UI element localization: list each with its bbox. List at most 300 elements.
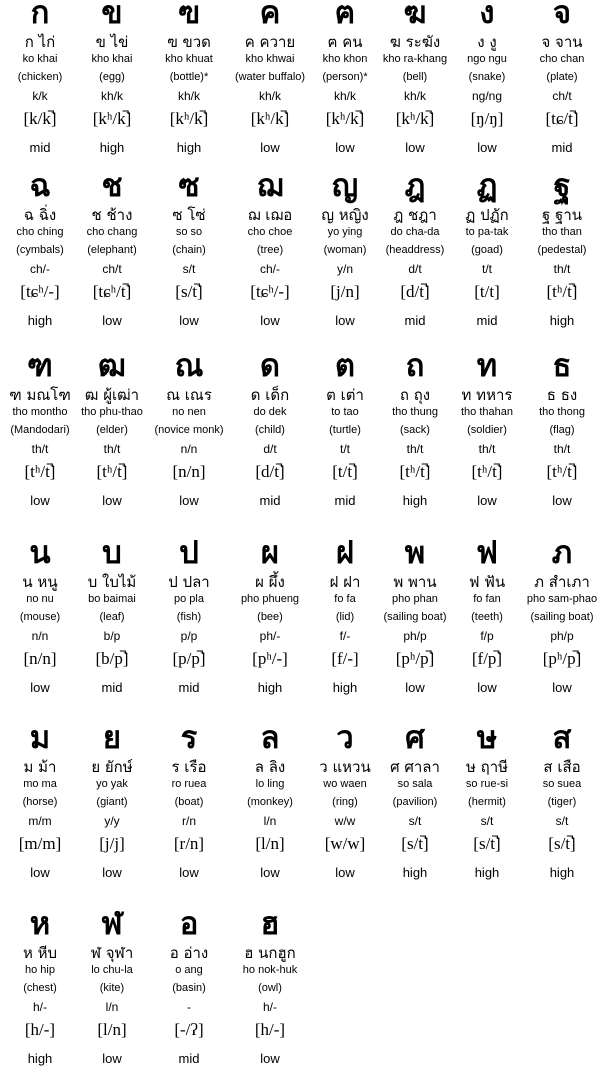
romanization: kho khon bbox=[322, 53, 368, 65]
example-word: ก ไก่ bbox=[24, 33, 56, 51]
romanization: wo waen bbox=[323, 778, 367, 790]
romanization: fo fan bbox=[473, 593, 501, 605]
example-word: พ พาน bbox=[393, 573, 437, 591]
example-word: ฃ ขวด bbox=[167, 33, 211, 51]
romanization: tho thahan bbox=[461, 406, 513, 418]
tone-class: low bbox=[30, 493, 50, 508]
romanization: cho chang bbox=[86, 226, 138, 238]
ipa-transcription: [tʰ/t̚] bbox=[24, 462, 56, 481]
meaning: (pedestal) bbox=[537, 244, 587, 256]
example-word: ณ เณร bbox=[166, 386, 212, 404]
romanization: yo ying bbox=[327, 226, 363, 238]
ipa-transcription: [d/t̚] bbox=[400, 282, 430, 301]
consonant-letter: ข bbox=[101, 0, 123, 31]
ipa-transcription: [d/t̚] bbox=[255, 462, 285, 481]
consonant-letter: ฅ bbox=[334, 0, 356, 31]
consonant-letter: ญ bbox=[331, 168, 359, 204]
tone-class: mid bbox=[178, 1051, 200, 1066]
example-word: ฒ ผู้เฒ่า bbox=[84, 386, 140, 404]
initial-final-sound: ph/- bbox=[259, 629, 281, 643]
example-word: ฐ ฐาน bbox=[542, 206, 582, 224]
ipa-transcription: [tɕʰ/-] bbox=[20, 282, 60, 301]
example-word: ท ทหาร bbox=[461, 386, 513, 404]
example-word: อ อ่าง bbox=[169, 944, 209, 962]
ipa-transcription: [t/t̚] bbox=[332, 462, 358, 481]
romanization: tho phu-thao bbox=[81, 406, 143, 418]
romanization: do dek bbox=[253, 406, 287, 418]
meaning: (sailing boat) bbox=[383, 611, 447, 623]
tone-class: mid bbox=[476, 313, 498, 328]
ipa-transcription: [pʰ/p̚] bbox=[542, 649, 582, 668]
example-word: ฮ นกฮูก bbox=[244, 944, 296, 962]
initial-final-sound: b/p bbox=[103, 629, 121, 643]
ipa-transcription: [kʰ/k̚] bbox=[325, 109, 365, 128]
consonant-letter: ฒ bbox=[97, 348, 126, 384]
example-word: ห หีบ bbox=[22, 944, 58, 962]
consonant-letter: ฃ bbox=[178, 0, 200, 31]
romanization: ho hip bbox=[25, 964, 55, 976]
ipa-transcription: [w/w] bbox=[324, 834, 366, 853]
ipa-transcription: [f/-] bbox=[331, 649, 359, 668]
initial-final-sound: kh/k bbox=[177, 89, 200, 103]
initial-final-sound: s/t bbox=[555, 814, 569, 828]
initial-final-sound: th/t bbox=[478, 442, 496, 456]
tone-class: low bbox=[260, 865, 280, 880]
ipa-transcription: [tɕ/t̚] bbox=[545, 109, 579, 128]
tone-class: mid bbox=[29, 140, 51, 155]
romanization: ngo ngu bbox=[467, 53, 507, 65]
ipa-transcription: [j/n] bbox=[330, 282, 360, 301]
tone-class: high bbox=[549, 313, 575, 328]
romanization: ko khai bbox=[22, 53, 58, 65]
tone-class: low bbox=[179, 313, 199, 328]
meaning: (egg) bbox=[99, 71, 125, 83]
meaning: (monkey) bbox=[247, 796, 293, 808]
meaning: (kite) bbox=[99, 982, 125, 994]
meaning: (chest) bbox=[23, 982, 57, 994]
romanization: ro ruea bbox=[171, 778, 207, 790]
example-word: ธ ธง bbox=[546, 386, 578, 404]
tone-class: high bbox=[99, 140, 125, 155]
initial-final-sound: kh/k bbox=[258, 89, 281, 103]
tone-class: mid bbox=[404, 313, 426, 328]
meaning: (novice monk) bbox=[154, 424, 224, 436]
initial-final-sound: n/n bbox=[31, 629, 49, 643]
meaning: (mouse) bbox=[19, 611, 61, 623]
tone-class: high bbox=[402, 493, 428, 508]
initial-final-sound: ng/ng bbox=[471, 89, 503, 103]
initial-final-sound: f/- bbox=[339, 629, 351, 643]
romanization: po pla bbox=[174, 593, 204, 605]
ipa-transcription: [h/-] bbox=[24, 1020, 56, 1039]
meaning: (child) bbox=[255, 424, 285, 436]
consonant-letter: ย bbox=[102, 720, 122, 756]
romanization: pho sam-phao bbox=[526, 593, 598, 605]
consonant-letter: ด bbox=[259, 348, 281, 384]
initial-final-sound: y/y bbox=[104, 814, 120, 828]
example-word: น หนู bbox=[22, 573, 58, 591]
meaning: (woman) bbox=[323, 244, 367, 256]
consonant-letter: ฏ bbox=[476, 168, 498, 204]
example-word: ล ลิง bbox=[254, 758, 286, 776]
example-word: ศ ศาลา bbox=[390, 758, 440, 776]
tone-class: high bbox=[27, 313, 53, 328]
initial-final-sound: p/p bbox=[180, 629, 198, 643]
meaning: (bottle)* bbox=[169, 71, 209, 83]
consonant-letter: ม bbox=[29, 720, 51, 756]
romanization: ho nok-huk bbox=[242, 964, 298, 976]
meaning: (elephant) bbox=[87, 244, 137, 256]
initial-final-sound: l/n bbox=[105, 1000, 119, 1014]
tone-class: low bbox=[179, 493, 199, 508]
initial-final-sound: r/n bbox=[181, 814, 196, 828]
example-word: ฑ มณโฑ bbox=[9, 386, 71, 404]
initial-final-sound: d/t bbox=[408, 262, 422, 276]
meaning: (giant) bbox=[96, 796, 128, 808]
initial-final-sound: w/w bbox=[334, 814, 356, 828]
consonant-letter: พ bbox=[404, 535, 426, 571]
example-word: ญ หญิง bbox=[321, 206, 369, 224]
tone-class: low bbox=[102, 1051, 122, 1066]
example-word: ป ปลา bbox=[168, 573, 210, 591]
ipa-transcription: [kʰ/k̚] bbox=[169, 109, 209, 128]
initial-final-sound: y/n bbox=[336, 262, 353, 276]
example-word: ฉ ฉิ่ง bbox=[23, 206, 57, 224]
meaning: (water buffalo) bbox=[234, 71, 306, 83]
consonant-letter: ค bbox=[259, 0, 281, 31]
initial-final-sound: s/t bbox=[408, 814, 422, 828]
consonant-letter: ป bbox=[179, 535, 199, 571]
romanization: lo chu-la bbox=[91, 964, 133, 976]
tone-class: mid bbox=[551, 140, 573, 155]
initial-final-sound: th/t bbox=[553, 442, 571, 456]
consonant-letter: ฉ bbox=[29, 168, 51, 204]
ipa-transcription: [s/t̚] bbox=[401, 834, 429, 853]
ipa-transcription: [s/t̚] bbox=[548, 834, 576, 853]
initial-final-sound: - bbox=[187, 1000, 191, 1014]
tone-class: low bbox=[477, 140, 497, 155]
meaning: (soldier) bbox=[467, 424, 507, 436]
meaning: (boat) bbox=[174, 796, 204, 808]
tone-class: low bbox=[477, 493, 497, 508]
tone-class: low bbox=[30, 865, 50, 880]
romanization: to pa-tak bbox=[465, 226, 509, 238]
example-word: บ ใบไม้ bbox=[87, 573, 137, 591]
romanization: no nu bbox=[26, 593, 54, 605]
initial-final-sound: ch/- bbox=[29, 262, 50, 276]
example-word: ฏ ปฏัก bbox=[465, 206, 509, 224]
consonant-letter: ล bbox=[260, 720, 280, 756]
meaning: (lid) bbox=[335, 611, 355, 623]
initial-final-sound: kh/k bbox=[100, 89, 123, 103]
romanization: do cha-da bbox=[390, 226, 440, 238]
example-word: ข ไข่ bbox=[95, 33, 129, 51]
ipa-transcription: [n/n] bbox=[172, 462, 206, 481]
example-word: ฝ ฝา bbox=[329, 573, 361, 591]
meaning: (teeth) bbox=[471, 611, 503, 623]
romanization: mo ma bbox=[23, 778, 57, 790]
tone-class: low bbox=[102, 313, 122, 328]
tone-class: low bbox=[260, 140, 280, 155]
meaning: (fish) bbox=[176, 611, 202, 623]
example-word: ร เรือ bbox=[171, 758, 207, 776]
ipa-transcription: [r/n] bbox=[173, 834, 205, 853]
example-word: ช ช้าง bbox=[91, 206, 133, 224]
consonant-letter: ธ bbox=[552, 348, 572, 384]
ipa-transcription: [p/p̚] bbox=[172, 649, 206, 668]
romanization: to tao bbox=[331, 406, 359, 418]
example-word: ด เด็ก bbox=[250, 386, 290, 404]
tone-class: low bbox=[102, 865, 122, 880]
initial-final-sound: t/t bbox=[339, 442, 350, 456]
initial-final-sound: n/n bbox=[180, 442, 198, 456]
ipa-transcription: [tʰ/t̚] bbox=[546, 462, 578, 481]
consonant-letter: ฎ bbox=[404, 168, 426, 204]
meaning: (pavilion) bbox=[392, 796, 438, 808]
romanization: o ang bbox=[175, 964, 203, 976]
romanization: kho ra-khang bbox=[382, 53, 448, 65]
romanization: tho thong bbox=[539, 406, 585, 418]
ipa-transcription: [-/ʔ] bbox=[174, 1020, 204, 1039]
romanization: tho than bbox=[542, 226, 582, 238]
tone-class: high bbox=[176, 140, 202, 155]
meaning: (headdress) bbox=[385, 244, 445, 256]
example-word: ม ม้า bbox=[23, 758, 57, 776]
example-word: ง งู bbox=[477, 33, 497, 51]
tone-class: low bbox=[477, 680, 497, 695]
romanization: lo ling bbox=[255, 778, 285, 790]
ipa-transcription: [tɕʰ/t̚] bbox=[92, 282, 132, 301]
consonant-letter: น bbox=[29, 535, 51, 571]
romanization: fo fa bbox=[334, 593, 356, 605]
consonant-letter: ต bbox=[334, 348, 356, 384]
ipa-transcription: [tɕʰ/-] bbox=[250, 282, 290, 301]
consonant-letter: ฮ bbox=[260, 906, 280, 942]
initial-final-sound: f/p bbox=[480, 629, 494, 643]
initial-final-sound: ph/p bbox=[550, 629, 574, 643]
ipa-transcription: [m/m] bbox=[18, 834, 62, 853]
tone-class: mid bbox=[334, 493, 356, 508]
meaning: (owl) bbox=[258, 982, 282, 994]
meaning: (leaf) bbox=[99, 611, 125, 623]
tone-class: low bbox=[405, 680, 425, 695]
example-word: ค ควาย bbox=[244, 33, 296, 51]
initial-final-sound: kh/k bbox=[403, 89, 426, 103]
tone-class: mid bbox=[259, 493, 281, 508]
initial-final-sound: th/t bbox=[103, 442, 121, 456]
romanization: so so bbox=[175, 226, 203, 238]
meaning: (person)* bbox=[322, 71, 368, 83]
tone-class: low bbox=[335, 313, 355, 328]
example-word: ฌ เฌอ bbox=[247, 206, 293, 224]
consonant-letter: ส bbox=[552, 720, 572, 756]
consonant-letter: ณ bbox=[174, 348, 204, 384]
meaning: (basin) bbox=[172, 982, 206, 994]
initial-final-sound: ch/t bbox=[102, 262, 122, 276]
ipa-transcription: [kʰ/k̚] bbox=[92, 109, 132, 128]
tone-class: low bbox=[30, 680, 50, 695]
consonant-letter: ฝ bbox=[335, 535, 355, 571]
initial-final-sound: th/t bbox=[31, 442, 49, 456]
meaning: (hermit) bbox=[468, 796, 506, 808]
initial-final-sound: k/k bbox=[32, 89, 48, 103]
ipa-transcription: [l/n] bbox=[97, 1020, 127, 1039]
ipa-transcription: [l/n] bbox=[255, 834, 285, 853]
ipa-transcription: [ŋ/ŋ] bbox=[470, 109, 504, 128]
consonant-letter: ร bbox=[180, 720, 198, 756]
consonant-letter: จ bbox=[552, 0, 572, 31]
example-word: ซ โซ่ bbox=[172, 206, 206, 224]
initial-final-sound: m/m bbox=[28, 814, 52, 828]
meaning: (turtle) bbox=[329, 424, 361, 436]
ipa-transcription: [tʰ/t̚] bbox=[399, 462, 431, 481]
ipa-transcription: [s/t̚] bbox=[175, 282, 203, 301]
romanization: so suea bbox=[542, 778, 582, 790]
consonant-letter: ฑ bbox=[27, 348, 53, 384]
initial-final-sound: s/t bbox=[480, 814, 494, 828]
tone-class: high bbox=[474, 865, 500, 880]
consonant-letter: อ bbox=[179, 906, 199, 942]
example-word: ฅ คน bbox=[327, 33, 363, 51]
example-word: ฆ ระฆัง bbox=[389, 33, 441, 51]
example-word: ษ ฤาษี bbox=[465, 758, 509, 776]
consonant-letter: ฟ bbox=[476, 535, 498, 571]
ipa-transcription: [tʰ/t̚] bbox=[96, 462, 128, 481]
example-word: ภ สำเภา bbox=[534, 573, 590, 591]
initial-final-sound: kh/k bbox=[333, 89, 356, 103]
romanization: pho phueng bbox=[240, 593, 300, 605]
consonant-letter: ฆ bbox=[403, 0, 427, 31]
ipa-transcription: [k/k̚] bbox=[23, 109, 57, 128]
ipa-transcription: [kʰ/k̚] bbox=[395, 109, 435, 128]
meaning: (sack) bbox=[400, 424, 430, 436]
example-word: ฬ จุฬา bbox=[90, 944, 134, 962]
consonant-letter: ฌ bbox=[256, 168, 284, 204]
meaning: (chain) bbox=[172, 244, 206, 256]
consonant-letter: ง bbox=[479, 0, 495, 31]
consonant-letter: ษ bbox=[476, 720, 498, 756]
ipa-transcription: [h/-] bbox=[254, 1020, 286, 1039]
meaning: (goad) bbox=[471, 244, 503, 256]
consonant-letter: ว bbox=[336, 720, 354, 756]
romanization: cho chan bbox=[539, 53, 585, 65]
example-word: ส เสือ bbox=[543, 758, 581, 776]
initial-final-sound: ph/p bbox=[403, 629, 427, 643]
tone-class: low bbox=[260, 1051, 280, 1066]
initial-final-sound: h/- bbox=[32, 1000, 47, 1014]
meaning: (plate) bbox=[546, 71, 578, 83]
consonant-letter: ห bbox=[29, 906, 51, 942]
consonant-letter: ก bbox=[30, 0, 50, 31]
romanization: yo yak bbox=[96, 778, 128, 790]
ipa-transcription: [b/p̚] bbox=[95, 649, 129, 668]
initial-final-sound: t/t bbox=[481, 262, 492, 276]
ipa-transcription: [tʰ/t̚] bbox=[471, 462, 503, 481]
romanization: kho khai bbox=[91, 53, 133, 65]
romanization: so rue-si bbox=[465, 778, 509, 790]
example-word: ว แหวน bbox=[319, 758, 371, 776]
tone-class: low bbox=[260, 313, 280, 328]
consonant-letter: ภ bbox=[551, 535, 573, 571]
meaning: (horse) bbox=[22, 796, 58, 808]
initial-final-sound: s/t bbox=[182, 262, 196, 276]
consonant-letter: ช bbox=[101, 168, 123, 204]
consonant-letter: ผ bbox=[260, 535, 280, 571]
tone-class: high bbox=[402, 865, 428, 880]
initial-final-sound: ch/t bbox=[552, 89, 572, 103]
meaning: (sailing boat) bbox=[530, 611, 594, 623]
tone-class: mid bbox=[178, 680, 200, 695]
example-word: ต เต่า bbox=[326, 386, 364, 404]
ipa-transcription: [tʰ/t̚] bbox=[546, 282, 578, 301]
tone-class: high bbox=[257, 680, 283, 695]
example-word: จ จาน bbox=[541, 33, 583, 51]
romanization: bo baimai bbox=[88, 593, 136, 605]
initial-final-sound: th/t bbox=[406, 442, 424, 456]
ipa-transcription: [kʰ/k̚] bbox=[250, 109, 290, 128]
meaning: (bee) bbox=[257, 611, 283, 623]
consonant-letter: ฐ bbox=[553, 168, 571, 204]
ipa-transcription: [pʰ/-] bbox=[252, 649, 288, 668]
consonant-letter: ท bbox=[476, 348, 498, 384]
consonant-letter: ถ bbox=[405, 348, 425, 384]
meaning: (tiger) bbox=[547, 796, 577, 808]
example-word: ฎ ชฎา bbox=[393, 206, 437, 224]
meaning: (ring) bbox=[332, 796, 358, 808]
romanization: cho choe bbox=[247, 226, 293, 238]
tone-class: low bbox=[405, 140, 425, 155]
tone-class: low bbox=[335, 865, 355, 880]
ipa-transcription: [f/p̚] bbox=[471, 649, 503, 668]
example-word: ย ยักษ์ bbox=[91, 758, 133, 776]
consonant-letter: ศ bbox=[405, 720, 425, 756]
meaning: (tree) bbox=[256, 244, 284, 256]
consonant-letter: บ bbox=[102, 535, 122, 571]
romanization: pho phan bbox=[392, 593, 438, 605]
initial-final-sound: ch/- bbox=[259, 262, 280, 276]
meaning: (Mandodari) bbox=[10, 424, 70, 436]
consonant-letter: ฬ bbox=[101, 906, 123, 942]
tone-class: mid bbox=[101, 680, 123, 695]
romanization: cho ching bbox=[16, 226, 64, 238]
meaning: (cymbals) bbox=[16, 244, 64, 256]
meaning: (chicken) bbox=[17, 71, 63, 83]
romanization: kho khuat bbox=[165, 53, 213, 65]
example-word: ฟ ฟัน bbox=[468, 573, 506, 591]
tone-class: high bbox=[549, 865, 575, 880]
ipa-transcription: [t/t] bbox=[474, 282, 500, 301]
tone-class: high bbox=[332, 680, 358, 695]
tone-class: low bbox=[179, 865, 199, 880]
tone-class: low bbox=[552, 493, 572, 508]
ipa-transcription: [pʰ/p̚] bbox=[395, 649, 435, 668]
meaning: (flag) bbox=[549, 424, 575, 436]
tone-class: high bbox=[27, 1051, 53, 1066]
meaning: (elder) bbox=[96, 424, 128, 436]
romanization: no nen bbox=[172, 406, 206, 418]
example-word: ผ ผึ้ง bbox=[255, 573, 285, 591]
tone-class: low bbox=[102, 493, 122, 508]
tone-class: low bbox=[552, 680, 572, 695]
meaning: (bell) bbox=[402, 71, 428, 83]
initial-final-sound: l/n bbox=[263, 814, 277, 828]
ipa-transcription: [s/t̚] bbox=[473, 834, 501, 853]
example-word: ถ ถุง bbox=[399, 386, 431, 404]
romanization: kho khwai bbox=[245, 53, 295, 65]
ipa-transcription: [n/n] bbox=[23, 649, 57, 668]
ipa-transcription: [j/j] bbox=[99, 834, 125, 853]
meaning: (snake) bbox=[468, 71, 506, 83]
